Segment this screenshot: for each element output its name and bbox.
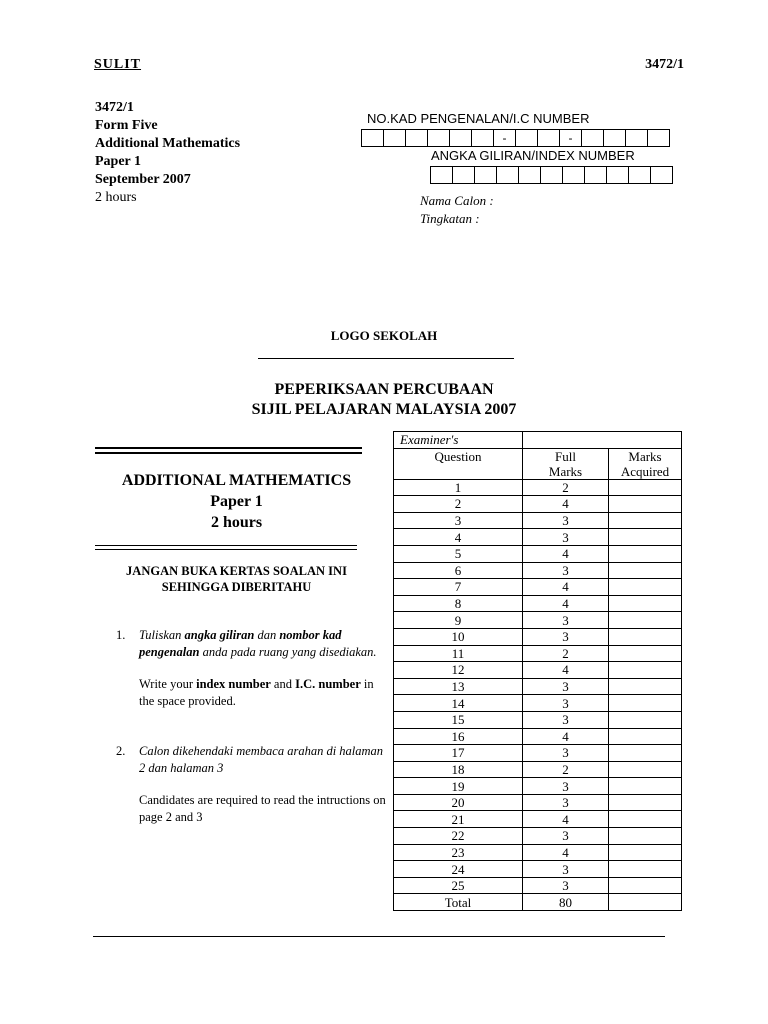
- full-marks: 3: [523, 861, 609, 878]
- table-row: [394, 711, 682, 728]
- subject-title: ADDITIONAL MATHEMATICS: [121, 472, 352, 489]
- ic-number-box[interactable]: [647, 129, 670, 147]
- warning-line2: SEHINGGA DIBERITAHU: [161, 580, 312, 594]
- candidate-form-label: Tingkatan :: [420, 211, 480, 226]
- question-number: 8: [394, 595, 523, 612]
- full-marks: 3: [523, 512, 609, 529]
- full-marks: 3: [523, 711, 609, 728]
- examiner-label: Examiner's: [394, 432, 523, 449]
- warning-line1: JANGAN BUKA KERTAS SOALAN INI: [126, 564, 347, 578]
- marks-acquired-cell[interactable]: [609, 645, 682, 662]
- warning-notice: [95, 563, 378, 595]
- paper-code-top: 3472/1: [645, 57, 684, 72]
- full-marks: 4: [523, 728, 609, 745]
- index-number-box[interactable]: [584, 166, 607, 184]
- question-number: 2: [394, 496, 523, 513]
- marks-acquired-cell[interactable]: [609, 579, 682, 596]
- info-paper: Paper 1: [95, 154, 142, 169]
- marks-acquired-cell[interactable]: [609, 529, 682, 546]
- ic-number-box[interactable]: [603, 129, 626, 147]
- info-form: Form Five: [95, 118, 158, 133]
- marks-acquired-cell[interactable]: [609, 695, 682, 712]
- marks-acquired-cell[interactable]: [609, 761, 682, 778]
- marks-acquired-cell[interactable]: [609, 545, 682, 562]
- table-row: [394, 877, 682, 894]
- full-marks: 3: [523, 778, 609, 795]
- subject-rule-2: [95, 549, 357, 550]
- ic-number-boxes[interactable]: [361, 129, 669, 147]
- school-logo-label: LOGO SEKOLAH: [330, 328, 438, 343]
- marks-acquired-cell[interactable]: [609, 628, 682, 645]
- question-number: 13: [394, 678, 523, 695]
- col-full-marks-header: Full Marks: [523, 448, 609, 479]
- table-row: [394, 595, 682, 612]
- index-number-box[interactable]: [474, 166, 497, 184]
- table-row: [394, 761, 682, 778]
- candidate-name-label: Nama Calon :: [420, 193, 494, 208]
- marks-acquired-cell[interactable]: [609, 778, 682, 795]
- question-number: 21: [394, 811, 523, 828]
- table-row: [394, 778, 682, 795]
- subject-duration: 2 hours: [210, 514, 263, 531]
- table-row: [394, 479, 682, 496]
- table-row: [394, 645, 682, 662]
- marks-acquired-cell[interactable]: [609, 496, 682, 513]
- instruction-2-malay: Calon dikehendaki membaca arahan di halaman 2 dan halaman 3: [139, 744, 384, 775]
- table-row: [394, 545, 682, 562]
- marks-acquired-cell[interactable]: [609, 728, 682, 745]
- marks-acquired-cell[interactable]: [609, 877, 682, 894]
- full-marks: 4: [523, 811, 609, 828]
- ic-number-box[interactable]: [427, 129, 450, 147]
- question-number: 10: [394, 628, 523, 645]
- logo-divider: [258, 358, 514, 359]
- examiner-blank: [523, 432, 682, 449]
- marks-acquired-cell[interactable]: [609, 794, 682, 811]
- info-code: 3472/1: [95, 100, 134, 115]
- question-number: 3: [394, 512, 523, 529]
- table-row: [394, 728, 682, 745]
- question-number: 24: [394, 861, 523, 878]
- index-number-box[interactable]: [650, 166, 673, 184]
- question-number: 4: [394, 529, 523, 546]
- ic-number-box[interactable]: [471, 129, 494, 147]
- marks-acquired-cell[interactable]: [609, 479, 682, 496]
- marks-acquired-cell[interactable]: [609, 562, 682, 579]
- subject-paper: Paper 1: [210, 493, 263, 510]
- index-number-box[interactable]: [496, 166, 519, 184]
- question-number: 11: [394, 645, 523, 662]
- instruction-1-number: 1.: [116, 628, 126, 642]
- marks-acquired-cell[interactable]: [609, 711, 682, 728]
- question-number: 23: [394, 844, 523, 861]
- ic-number-label: NO.KAD PENGENALAN/I.C NUMBER: [367, 111, 590, 126]
- full-marks: 4: [523, 844, 609, 861]
- full-marks: 3: [523, 628, 609, 645]
- table-row: [394, 612, 682, 629]
- ic-number-box[interactable]: [537, 129, 560, 147]
- exam-title: [0, 380, 768, 420]
- question-number: 1: [394, 479, 523, 496]
- question-number: 6: [394, 562, 523, 579]
- paper-info: [95, 99, 240, 207]
- index-number-box[interactable]: [540, 166, 563, 184]
- table-row: [394, 794, 682, 811]
- full-marks: 3: [523, 562, 609, 579]
- question-number: 20: [394, 794, 523, 811]
- marks-acquired-cell[interactable]: [609, 844, 682, 861]
- info-subject: Additional Mathematics: [95, 136, 241, 151]
- full-marks: 4: [523, 595, 609, 612]
- ic-number-box[interactable]: [581, 129, 604, 147]
- full-marks: 2: [523, 645, 609, 662]
- sulit-label: SULIT: [94, 57, 142, 72]
- table-row: [394, 529, 682, 546]
- table-row: [394, 695, 682, 712]
- total-marks: 80: [523, 894, 609, 911]
- info-duration: 2 hours: [95, 190, 137, 205]
- table-row: [394, 811, 682, 828]
- question-number: 15: [394, 711, 523, 728]
- index-number-box[interactable]: [430, 166, 453, 184]
- instruction-1: [116, 627, 391, 717]
- table-row: [394, 861, 682, 878]
- double-rule-bottom: [95, 452, 362, 454]
- marks-acquired-cell[interactable]: [609, 512, 682, 529]
- marks-acquired-cell[interactable]: [609, 595, 682, 612]
- table-row: [394, 678, 682, 695]
- full-marks: 3: [523, 529, 609, 546]
- table-examiner-row: [394, 432, 682, 449]
- ic-number-box[interactable]: [383, 129, 406, 147]
- full-marks: 3: [523, 828, 609, 845]
- ic-number-box[interactable]: [625, 129, 648, 147]
- table-row: [394, 579, 682, 596]
- index-number-label: ANGKA GILIRAN/INDEX NUMBER: [431, 148, 635, 163]
- table-row: [394, 662, 682, 679]
- full-marks: 3: [523, 695, 609, 712]
- question-number: 16: [394, 728, 523, 745]
- question-number: 22: [394, 828, 523, 845]
- index-number-box[interactable]: [606, 166, 629, 184]
- table-row: [394, 844, 682, 861]
- candidate-info: [420, 192, 494, 228]
- full-marks: 3: [523, 612, 609, 629]
- table-row: [394, 628, 682, 645]
- marks-acquired-cell[interactable]: [609, 811, 682, 828]
- full-marks: 4: [523, 662, 609, 679]
- examiner-marks-table: [393, 431, 682, 911]
- col-question-header: Question: [394, 448, 523, 479]
- full-marks: 4: [523, 545, 609, 562]
- table-row: [394, 512, 682, 529]
- ic-number-box[interactable]: [405, 129, 428, 147]
- total-label: Total: [394, 894, 523, 911]
- info-date: September 2007: [95, 172, 191, 187]
- table-total-row: [394, 894, 682, 911]
- full-marks: 4: [523, 579, 609, 596]
- instruction-2-number: 2.: [116, 744, 126, 758]
- ic-number-box[interactable]: -: [559, 129, 582, 147]
- table-header-row: [394, 448, 682, 479]
- index-number-box[interactable]: [562, 166, 585, 184]
- index-number-box[interactable]: [628, 166, 651, 184]
- instruction-2: [116, 743, 391, 833]
- total-acquired-cell[interactable]: [609, 894, 682, 911]
- bottom-rule: [93, 936, 665, 937]
- ic-number-box[interactable]: [515, 129, 538, 147]
- exam-title-line2: SIJIL PELAJARAN MALAYSIA 2007: [251, 401, 517, 418]
- marks-acquired-cell[interactable]: [609, 678, 682, 695]
- table-row: [394, 828, 682, 845]
- question-number: 9: [394, 612, 523, 629]
- table-row: [394, 496, 682, 513]
- question-number: 19: [394, 778, 523, 795]
- ic-number-box[interactable]: [361, 129, 384, 147]
- instruction-1-english: Write your index number and I.C. number in the space provided.: [139, 677, 374, 708]
- full-marks: 2: [523, 479, 609, 496]
- col-marks-acquired-header: Marks Acquired: [609, 448, 682, 479]
- instruction-2-english: Candidates are required to read the intructions on page 2 and 3: [139, 793, 386, 824]
- ic-number-box[interactable]: -: [493, 129, 516, 147]
- table-row: [394, 562, 682, 579]
- full-marks: 3: [523, 745, 609, 762]
- index-number-box[interactable]: [518, 166, 541, 184]
- full-marks: 3: [523, 877, 609, 894]
- question-number: 5: [394, 545, 523, 562]
- exam-title-line1: PEPERIKSAAN PERCUBAAN: [274, 381, 494, 398]
- question-number: 7: [394, 579, 523, 596]
- table-row: [394, 745, 682, 762]
- marks-acquired-cell[interactable]: [609, 612, 682, 629]
- marks-acquired-cell[interactable]: [609, 861, 682, 878]
- question-number: 12: [394, 662, 523, 679]
- index-number-boxes[interactable]: [430, 166, 672, 184]
- question-number: 14: [394, 695, 523, 712]
- double-rule-top: [95, 447, 362, 449]
- full-marks: 2: [523, 761, 609, 778]
- marks-acquired-cell[interactable]: [609, 745, 682, 762]
- marks-acquired-cell[interactable]: [609, 662, 682, 679]
- index-number-box[interactable]: [452, 166, 475, 184]
- question-number: 18: [394, 761, 523, 778]
- full-marks: 3: [523, 794, 609, 811]
- full-marks: 4: [523, 496, 609, 513]
- question-number: 25: [394, 877, 523, 894]
- instruction-1-malay: Tuliskan angka giliran dan nombor kad pengenalan anda pada ruang yang disediakan.: [139, 628, 377, 659]
- full-marks: 3: [523, 678, 609, 695]
- marks-acquired-cell[interactable]: [609, 828, 682, 845]
- subject-rule-1: [95, 545, 357, 546]
- ic-number-box[interactable]: [449, 129, 472, 147]
- subject-block: [95, 470, 378, 533]
- question-number: 17: [394, 745, 523, 762]
